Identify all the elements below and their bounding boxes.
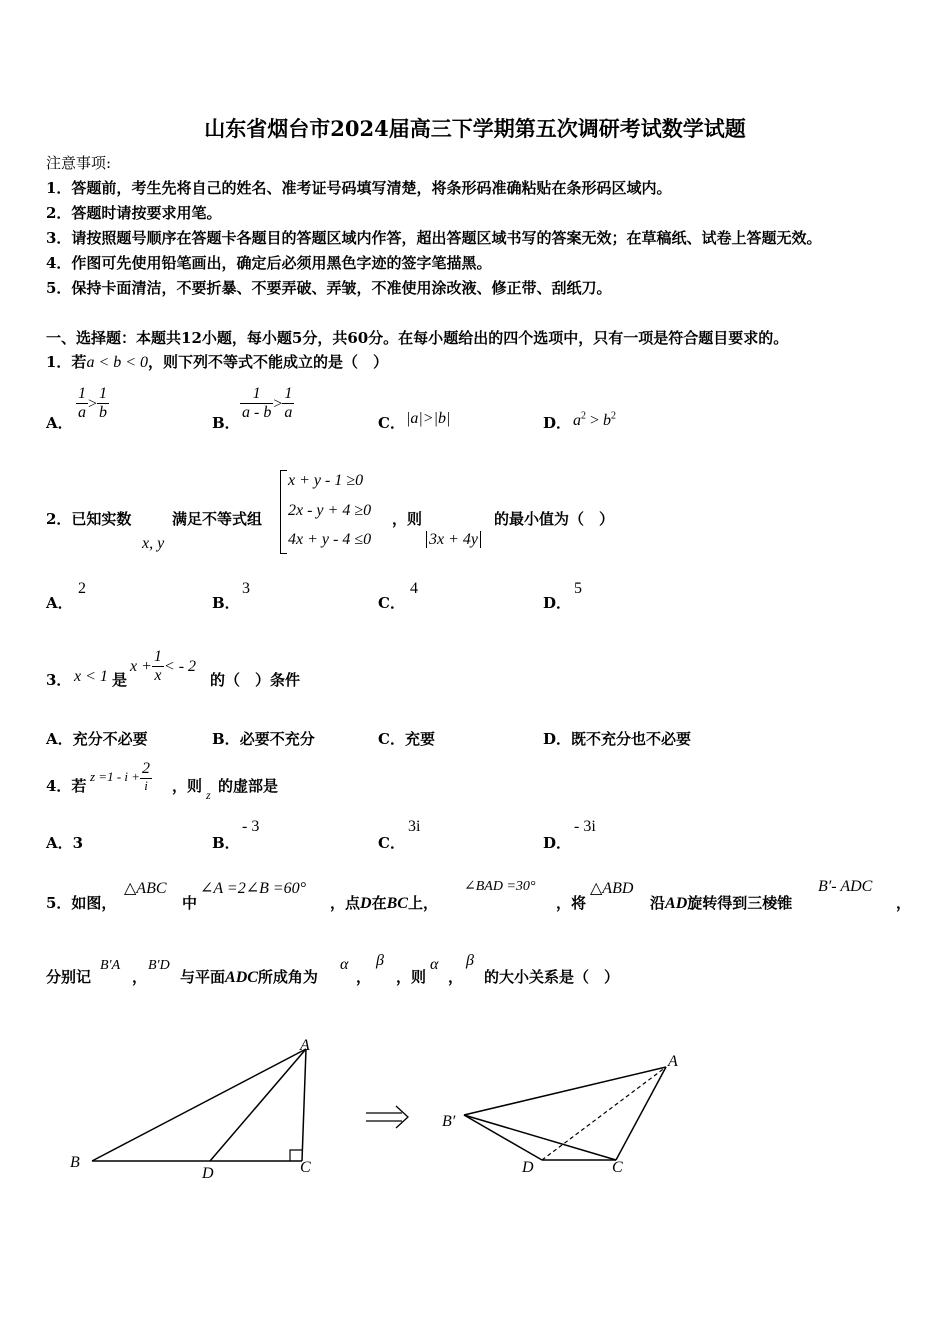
edge-da [210, 1049, 306, 1161]
question-3-prefix: 3． [46, 671, 72, 689]
notice-item-2: 2．答题时请按要求用笔。 [46, 204, 222, 222]
label-c-right: C [612, 1159, 623, 1176]
question-3-expr: x + $\frac{1}{x}$ < - 2 [130, 648, 197, 685]
question-4-var: z [206, 788, 211, 802]
q3-option-b: B．必要不充分 [212, 730, 315, 748]
question-1-stem: 1．若a < b < 0，则下列不等式不能成立的是（ ） [46, 353, 389, 371]
notice-heading: 注意事项: [46, 154, 112, 172]
question-4-prefix: 4．若 [46, 777, 87, 795]
q4-option-b-label: B． [212, 834, 240, 852]
question-3-suffix: 的（ ）条件 [210, 671, 301, 689]
q2-option-a-label: A． [46, 594, 73, 612]
question-4-expr: z =1 - i + $\frac{2}{i}$ [90, 760, 151, 794]
q5-plane-text: 与平面ADC所成角为 [180, 968, 318, 986]
system-line-3: 4x + y - 4 ≤0 [288, 531, 372, 548]
q5-angle-relation: ∠A =2∠B =60° [200, 880, 307, 897]
q1-option-c-label: C． [378, 414, 405, 432]
q5-jiang: ，将 [556, 894, 587, 912]
section-heading: 一、选择题：本题共12小题，每小题5分，共60分。在每小题给出的四个选项中，只有一项是符合题目要求的。 [46, 329, 789, 347]
label-a-left: A [300, 1037, 310, 1054]
q5-sep-2: ， [356, 968, 372, 986]
q1-option-d-expr: $a^2 > b^2$ [573, 410, 617, 429]
q2-option-b-label: B． [212, 594, 240, 612]
label-b-left: B [70, 1154, 80, 1171]
system-brace [280, 470, 287, 554]
question-4-then: ，则 [172, 777, 203, 795]
q2-option-c-value: 4 [410, 580, 418, 597]
q5-comma: ， [896, 894, 912, 912]
question-2-then: ，则 [392, 510, 423, 528]
q4-option-c-label: C． [378, 834, 405, 852]
question-2-suffix: 的最小值为（ ） [494, 510, 615, 528]
q4-option-c-value: 3i [408, 818, 421, 835]
q5-rotation-text: 沿AD旋转得到三棱锥 [650, 894, 793, 912]
edge-ba [92, 1049, 306, 1161]
q5-sep-1: ， [132, 968, 148, 986]
q5-sep-3: ， [448, 968, 464, 986]
notice-item-4: 4．作图可先使用铅笔画出，确定后必须用黑色字迹的签字笔描黑。 [46, 254, 492, 272]
notice-item-1: 1．答题前，考生先将自己的姓名、准考证号码填写清楚，将条形码准确粘贴在条形码区域内。 [46, 179, 672, 197]
system-line-1: x + y - 1 ≥0 [288, 472, 364, 489]
q1-option-d-label: D． [543, 414, 572, 432]
label-c-left: C [300, 1159, 311, 1176]
question-2-mid: 满足不等式组 [172, 510, 263, 528]
label-d-right: D [522, 1159, 534, 1176]
q2-option-d-value: 5 [574, 580, 582, 597]
q1-option-b-expr: $\frac{1}{a - b}$ > $\frac{1}{a}$ [242, 385, 293, 422]
edge-b-d [464, 1115, 542, 1160]
q1-option-a-expr: $\frac{1}{a}$ > $\frac{1}{b}$ [78, 385, 108, 422]
q5-alpha-2: α [430, 956, 439, 973]
q5-then: ，则 [396, 968, 427, 986]
question-5-prefix: 5．如图， [46, 894, 117, 912]
q4-option-d-label: D． [543, 834, 572, 852]
edge-ca [302, 1049, 306, 1161]
q5-triangle-abc: △ABC [124, 880, 167, 897]
page-title: 山东省烟台市2024届高三下学期第五次调研考试数学试题 [204, 116, 746, 141]
q3-option-d: D．既不充分也不必要 [543, 730, 692, 748]
q5-point-d-text: ，点D在BC上， [330, 894, 438, 912]
question-4-suffix: 的虚部是 [218, 777, 279, 795]
q3-option-a: A．充分不必要 [46, 730, 148, 748]
label-b-right: B′ [442, 1113, 456, 1130]
q5-beta-1: β [376, 952, 384, 969]
question-2-target: 3x + 4y [426, 531, 481, 549]
question-3-is: 是 [112, 671, 128, 689]
edge-b-a [464, 1067, 666, 1115]
question-2-vars: x, y [142, 535, 165, 552]
label-a-right: A [668, 1053, 678, 1070]
edge-c-a [616, 1067, 666, 1160]
q2-option-a-value: 2 [78, 580, 86, 597]
question-2-prefix: 2．已知实数 [46, 510, 132, 528]
notice-item-5: 5．保持卡面清洁，不要折暴、不要弄破、弄皱，不准使用涂改液、修正带、刮纸刀。 [46, 279, 612, 297]
q5-pyramid: B′- ADC [818, 878, 873, 895]
q4-option-a: A．3 [46, 834, 84, 852]
q4-option-b-value: - 3 [242, 818, 260, 835]
q3-option-c: C．充要 [378, 730, 435, 748]
q5-angle-bad: ∠BAD =30° [464, 879, 536, 894]
q5-alpha-1: α [340, 956, 349, 973]
q2-option-d-label: D． [543, 594, 572, 612]
label-d-left: D [202, 1165, 214, 1182]
notice-item-3: 3．请按照题号顺序在答题卡各题目的答题区域内作答，超出答题区域书写的答案无效；在草稿纸、试卷上答题无效。 [46, 229, 822, 247]
q5-figure [60, 1020, 700, 1190]
question-3-cond: x < 1 [74, 668, 108, 685]
q5-zhong: 中 [182, 894, 198, 912]
q2-option-b-value: 3 [242, 580, 250, 597]
system-line-2: 2x - y + 4 ≥0 [288, 502, 372, 519]
q4-option-d-value: - 3i [574, 818, 596, 835]
arrow-head [396, 1106, 408, 1128]
q1-option-c-expr: |a|>|b| [406, 410, 451, 427]
q5-triangle-abd: △ABD [590, 880, 634, 897]
q1-option-b-label: B． [212, 414, 240, 432]
q5-line2-prefix: 分别记 [46, 968, 92, 986]
q1-option-a-label: A． [46, 414, 73, 432]
q5-suffix: 的大小关系是（ ） [484, 968, 620, 986]
q5-beta-2: β [466, 952, 474, 969]
q2-option-c-label: C． [378, 594, 405, 612]
q5-segment-bd: B′D [148, 958, 170, 973]
edge-d-a-hidden [542, 1067, 666, 1160]
q5-segment-ba: B′A [100, 958, 121, 973]
